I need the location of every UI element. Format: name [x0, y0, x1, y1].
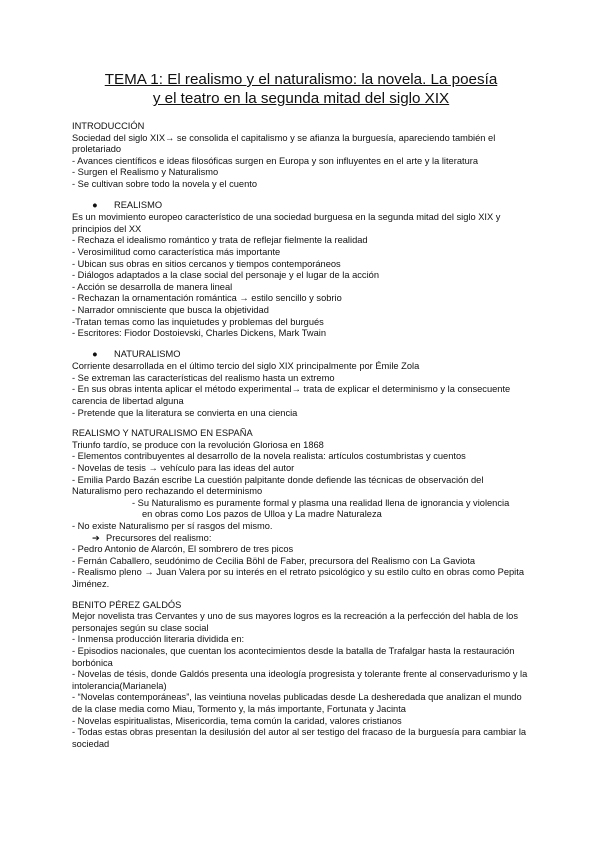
- bullet-heading: [92, 200, 530, 212]
- bullet-icon: ●: [92, 199, 98, 210]
- sub-item-line: - Su Naturalismo es puramente formal y plasma una realidad llena de ignorancia y violencia: [132, 497, 510, 508]
- paragraph-line: - Narrador omnisciente que busca la objetividad: [72, 304, 269, 315]
- paragraph-line: - Pretende que la literatura se convierta en una ciencia: [72, 407, 298, 418]
- section-galdos: [72, 600, 530, 751]
- paragraph-line: - Rechaza el idealismo romántico y trata de reflejar fielmente la realidad: [72, 235, 368, 246]
- paragraph-line: - Novelas de tesis → vehículo para las ideas del autor: [72, 463, 295, 474]
- paragraph-line: - Todas estas obras presentan la desilusión del autor al ser testigo del fracaso de la burguesía para cambiar la sociedad: [72, 727, 527, 749]
- paragraph-line: - Se cultivan sobre todo la novela y el cuento: [72, 178, 258, 189]
- paragraph-line: - Ubican sus obras en sitios cercanos y tiempos contemporáneos: [72, 258, 341, 269]
- paragraph-line: - Novelas de tésis, donde Galdós presenta una ideología progresista y tolerante frente al conservadurismo y la intolerancia(Marianela): [72, 669, 528, 691]
- paragraph-line: - Acción se desarrolla de manera lineal: [72, 281, 233, 292]
- paragraph-line: - “Novelas contemporáneas”, las veintiuna novelas publicadas desde La desheredada que analizan el mundo de la clase media como Miau, Tormento y, la más importante, Fortunata y Jacinta: [72, 692, 522, 714]
- title-line-1: TEMA 1: El realismo y el naturalismo: la novela. La poesía: [104, 71, 498, 88]
- paragraph-line: - Pedro Antonio de Alarcón, El sombrero de tres picos: [72, 544, 294, 555]
- section-heading: BENITO PÉREZ GALDÓS: [72, 599, 182, 610]
- paragraph-line: Es un movimiento europeo característico de una sociedad burguesa en la segunda mitad del siglo XIX y principios del XX: [72, 212, 501, 234]
- section-realismo: [72, 200, 530, 340]
- paragraph-line: - Fernán Caballero, seudónimo de Cecilia Böhl de Faber, precursora del Realismo con La Gaviota: [72, 555, 476, 566]
- arrow-icon: ➔: [92, 532, 100, 543]
- section-heading: REALISMO: [114, 199, 163, 210]
- paragraph-line: -Tratan temas como las inquietudes y problemas del burgués: [72, 316, 324, 327]
- section-heading: REALISMO Y NATURALISMO EN ESPAÑA: [72, 428, 253, 439]
- precursores-label: Precursores del realismo:: [106, 532, 212, 543]
- paragraph-line: - Verosimilitud como característica más importante: [72, 246, 281, 257]
- paragraph-line: - Se extreman las características del realismo hasta un extremo: [72, 372, 335, 383]
- paragraph-line: - Surgen el Realismo y Naturalismo: [72, 167, 219, 178]
- bullet-icon: ●: [92, 348, 98, 359]
- paragraph-line: - Episodios nacionales, que cuentan los acontecimientos desde la batalla de Trafalgar hasta la restauración borbónica: [72, 645, 515, 668]
- paragraph-line: - Inmensa producción literaria dividida en:: [72, 634, 245, 645]
- sub-item-line: en obras como Los pazos de Ulloa y La madre Naturaleza: [142, 509, 382, 520]
- paragraph-line: - Elementos contribuyentes al desarrollo de la novela realista: artículos costumbristas y cuentos: [72, 451, 466, 462]
- paragraph-line: - Realismo pleno → Juan Valera por su interés en el retrato psicológico y su estilo culto en obras como Pepita Jiménez.: [72, 567, 524, 589]
- bullet-heading: [92, 349, 530, 361]
- document-title: [72, 70, 530, 108]
- paragraph-line: - No existe Naturalismo per sí rasgos del mismo.: [72, 521, 273, 531]
- paragraph-line: Corriente desarrollada en el último tercio del siglo XIX principalmente por Émile Zola: [72, 361, 420, 372]
- paragraph-line: - En sus obras intenta aplicar el método experimental→ trata de explicar el determinismo y la consecuente carencia de libertad alguna: [72, 384, 511, 407]
- paragraph-line: - Emilia Pardo Bazán escribe La cuestión palpitante donde defiende las técnicas de observación del Naturalismo pero rechazando el determinismo: [72, 474, 484, 497]
- paragraph-line: - Diálogos adaptados a la clase social del personaje y el lugar de la acción: [72, 270, 379, 281]
- section-introduccion: [72, 121, 530, 191]
- section-heading: NATURALISMO: [114, 348, 181, 359]
- paragraph-line: - Escritores: Fiodor Dostoievski, Charles Dickens, Mark Twain: [72, 328, 327, 339]
- paragraph-line: - Rechazan la ornamentación romántica → estilo sencillo y sobrio: [72, 293, 342, 304]
- paragraph-line: - Novelas espiritualistas, Misericordia, tema común la caridad, valores cristianos: [72, 715, 402, 726]
- paragraph-line: Sociedad del siglo XIX→ se consolida el capitalismo y se afianza la burguesía, apareciendo también el proletariado: [72, 132, 496, 155]
- paragraph-line: Mejor novelista tras Cervantes y uno de sus mayores logros es la recreación a la perfección del habla de los personajes según su clase social: [72, 611, 518, 633]
- precursores-heading: [72, 533, 530, 545]
- title-line-2: y el teatro en la segunda mitad del siglo XIX: [152, 90, 450, 107]
- paragraph-line: Triunfo tardío, se produce con la revolución Gloriosa en 1868: [72, 439, 324, 450]
- paragraph-line: - Avances científicos e ideas filosóficas surgen en Europa y son influyentes en el arte y la literatura: [72, 155, 479, 166]
- section-espana: [72, 428, 530, 590]
- section-naturalismo: [72, 349, 530, 420]
- section-heading: INTRODUCCIÓN: [72, 121, 145, 131]
